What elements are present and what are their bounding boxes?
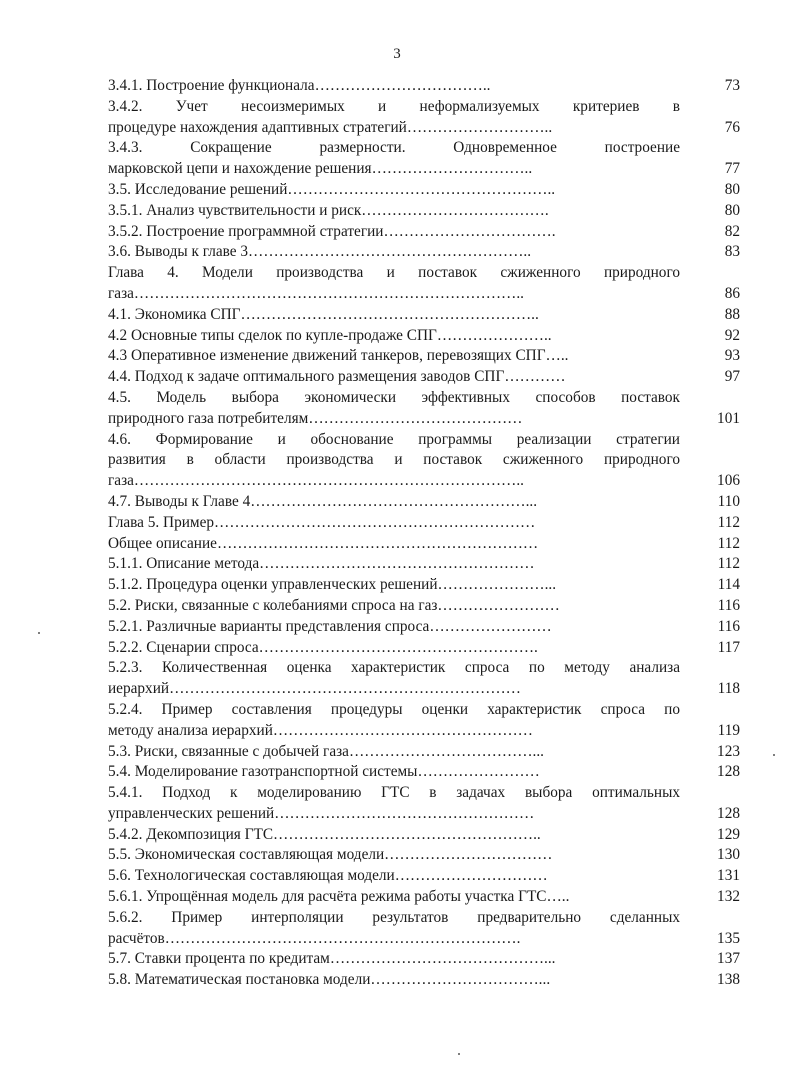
- toc-entry-page: 80: [724, 201, 740, 219]
- toc-entry-line: марковской цепи и нахождение решения…………………………..: [108, 160, 533, 178]
- toc-entry: [108, 845, 740, 866]
- toc-entry: [108, 326, 740, 347]
- toc-entry-page: 110: [717, 492, 740, 510]
- toc-entry-line: управленческих решений……………………………………………: [108, 804, 535, 822]
- toc-entry: [108, 201, 740, 222]
- toc-entry-title: [108, 908, 680, 950]
- toc-entry: [108, 866, 740, 887]
- toc-entry-line: 5.3. Риски, связанные с добычей газа………………………………...: [108, 742, 544, 760]
- toc-entry-title: [108, 762, 680, 783]
- toc-entry: [108, 97, 740, 139]
- toc-entry-line: 5.5. Экономическая составляющая модели……………………………: [108, 846, 553, 864]
- toc-entry-page: 76: [724, 118, 740, 136]
- table-of-contents: [108, 76, 740, 991]
- toc-entry-page: 129: [717, 825, 740, 843]
- toc-entry-title: [108, 97, 680, 139]
- toc-entry: [108, 742, 740, 763]
- toc-entry-page: 130: [717, 846, 740, 864]
- page-number: 3: [393, 46, 401, 62]
- toc-entry-page: 112: [717, 534, 740, 552]
- toc-entry: [108, 305, 740, 326]
- toc-entry-line: 5.1.1. Описание метода………………………………………………: [108, 555, 535, 573]
- toc-entry-line: 5.4. Моделирование газотранспортной системы……………………: [108, 763, 540, 781]
- toc-entry-line: 5.6. Технологическая составляющая модели…………………………: [108, 867, 548, 885]
- toc-entry-page: 132: [717, 888, 740, 906]
- toc-entry-line: развития в области производства и поставок сжиженного природного: [108, 451, 680, 469]
- toc-entry-title: [108, 783, 680, 825]
- toc-entry-page: 88: [724, 305, 740, 323]
- toc-entry-line: иерархий……………………………………………………………: [108, 680, 521, 698]
- toc-entry: [108, 492, 740, 513]
- toc-entry: [108, 638, 740, 659]
- toc-entry-title: [108, 638, 680, 659]
- toc-entry-line: газа…………………………………………………………………..: [108, 284, 524, 302]
- toc-entry-line: 3.4.1. Построение функционала……………………………..: [108, 77, 491, 94]
- toc-entry-title: [108, 575, 680, 596]
- toc-entry: [108, 263, 740, 305]
- toc-entry-page: 118: [717, 680, 740, 698]
- toc-entry-line: 5.1.2. Процедура оценки управленческих решений…………………...: [108, 576, 557, 594]
- toc-entry-page: 82: [724, 222, 740, 240]
- toc-entry-title: [108, 242, 680, 263]
- toc-entry: [108, 242, 740, 263]
- toc-entry: [108, 908, 740, 950]
- toc-entry-page: 137: [717, 950, 740, 968]
- toc-entry-line: природного газа потребителям……………………………………: [108, 409, 523, 427]
- toc-entry-line: методу анализа иерархий……………………………………………: [108, 721, 533, 739]
- toc-entry-title: [108, 949, 680, 970]
- toc-entry: [108, 554, 740, 575]
- toc-entry-line: 3.5.1. Анализ чувствительности и риск……………………………….: [108, 201, 549, 219]
- toc-entry-line: 4.1. Экономика СПГ…………………………………………………..: [108, 305, 539, 323]
- toc-entry-page: 116: [717, 596, 740, 614]
- toc-entry: [108, 367, 740, 388]
- toc-entry: [108, 970, 740, 991]
- toc-entry-line: 4.2 Основные типы сделок по купле-продаже СПГ…………………..: [108, 326, 552, 344]
- toc-entry-line: 5.2.4. Пример составления процедуры оценки характеристик спроса по: [108, 700, 680, 718]
- toc-entry-title: [108, 617, 680, 638]
- toc-entry-page: 83: [724, 243, 740, 261]
- toc-entry: [108, 513, 740, 534]
- toc-entry: [108, 658, 740, 700]
- toc-entry: [108, 180, 740, 201]
- toc-entry-title: [108, 305, 680, 326]
- toc-entry-line: 4.6. Формирование и обоснование программы реализации стратегии: [108, 430, 680, 448]
- toc-entry-line: 4.4. Подход к задаче оптимального размещения заводов СПГ…………: [108, 368, 566, 386]
- toc-entry-title: [108, 388, 680, 430]
- toc-entry-line: 5.4.2. Декомпозиция ГТС……………………………………………..: [108, 825, 541, 843]
- toc-entry: [108, 534, 740, 555]
- toc-entry-title: [108, 534, 680, 555]
- toc-entry-page: 128: [717, 763, 740, 781]
- toc-entry-title: [108, 554, 680, 575]
- toc-entry-line: 3.5.2. Построение программной стратегии…………………………….: [108, 222, 556, 240]
- toc-entry-page: 93: [724, 347, 740, 365]
- toc-entry-line: 4.5. Модель выбора экономически эффективных способов поставок: [108, 388, 680, 406]
- toc-entry: [108, 949, 740, 970]
- toc-entry-title: [108, 222, 680, 243]
- toc-entry-line: 5.2. Риски, связанные с колебаниями спроса на газ……………………: [108, 596, 560, 614]
- toc-entry-page: 77: [724, 160, 740, 178]
- toc-entry: [108, 825, 740, 846]
- toc-entry-line: 5.6.1. Упрощённая модель для расчёта режима работы участка ГТС…..: [108, 888, 570, 906]
- toc-entry-line: 5.7. Ставки процента по кредитам……………………………………...: [108, 950, 556, 968]
- toc-entry-page: 138: [717, 971, 740, 989]
- toc-entry-line: 3.5. Исследование решений……………………………………………..: [108, 180, 556, 198]
- toc-entry: [108, 700, 740, 742]
- toc-entry-line: 5.2.3. Количественная оценка характеристик спроса по методу анализа: [108, 659, 680, 677]
- toc-entry-title: [108, 201, 680, 222]
- toc-entry-title: [108, 887, 680, 908]
- toc-entry-title: [108, 492, 680, 513]
- toc-entry-page: 101: [717, 409, 740, 427]
- toc-entry: [108, 430, 740, 492]
- toc-entry-title: [108, 742, 680, 763]
- toc-entry-title: [108, 970, 680, 991]
- toc-entry-page: 92: [724, 326, 740, 344]
- toc-entry: [108, 76, 740, 97]
- toc-entry-title: [108, 866, 680, 887]
- toc-entry: [108, 887, 740, 908]
- toc-entry-title: [108, 513, 680, 534]
- toc-entry-title: [108, 825, 680, 846]
- toc-entry-title: [108, 326, 680, 347]
- toc-entry-page: 117: [717, 638, 740, 656]
- toc-entry-title: [108, 596, 680, 617]
- toc-entry-line: 5.6.2. Пример интерполяции результатов предварительно сделанных: [108, 908, 680, 926]
- scan-speck: [773, 754, 775, 756]
- toc-entry-line: 3.4.3. Сокращение размерности. Одновременное построение: [108, 139, 680, 157]
- toc-entry-page: 123: [717, 742, 740, 760]
- toc-entry: [108, 575, 740, 596]
- toc-entry-line: Глава 5. Пример………………………………………………………: [108, 513, 536, 531]
- toc-entry-title: [108, 346, 680, 367]
- toc-entry-page: 97: [724, 368, 740, 386]
- toc-entry: [108, 388, 740, 430]
- toc-entry-line: 3.4.2. Учет несоизмеримых и неформализуемых критериев в: [108, 97, 680, 115]
- toc-entry-title: [108, 845, 680, 866]
- toc-entry-page: 112: [717, 513, 740, 531]
- toc-entry-page: 131: [717, 867, 740, 885]
- toc-entry-line: 5.2.2. Сценарии спроса……………………………………………….: [108, 638, 538, 656]
- toc-entry-page: 86: [724, 284, 740, 302]
- toc-entry: [108, 222, 740, 243]
- toc-entry-title: [108, 430, 680, 492]
- toc-entry-line: 3.6. Выводы к главе 3………………………………………………..: [108, 243, 532, 261]
- toc-entry-page: 114: [717, 576, 740, 594]
- toc-entry-title: [108, 700, 680, 742]
- toc-entry-line: 5.8. Математическая постановка модели……………………………...: [108, 971, 551, 989]
- toc-entry: [108, 762, 740, 783]
- toc-entry-page: 119: [717, 721, 740, 739]
- scan-speck: [38, 632, 40, 634]
- toc-entry-line: 4.7. Выводы к Главе 4………………………………………………...: [108, 492, 538, 510]
- toc-entry: [108, 138, 740, 180]
- toc-entry-title: [108, 367, 680, 388]
- toc-entry-line: 5.4.1. Подход к моделированию ГТС в задачах выбора оптимальных: [108, 784, 680, 802]
- toc-entry-page: 135: [717, 929, 740, 947]
- toc-entry-line: 4.3 Оперативное изменение движений танкеров, перевозящих СПГ…..: [108, 347, 569, 365]
- toc-entry-title: [108, 263, 680, 305]
- toc-entry-page: 106: [717, 472, 740, 490]
- toc-entry-page: 128: [717, 804, 740, 822]
- toc-entry-line: процедуре нахождения адаптивных стратегий………………………..: [108, 118, 553, 136]
- toc-entry: [108, 783, 740, 825]
- toc-entry-page: 112: [717, 555, 740, 573]
- toc-entry-title: [108, 180, 680, 201]
- scan-speck: [458, 1053, 460, 1055]
- toc-entry-line: газа…………………………………………………………………..: [108, 472, 524, 490]
- toc-entry: [108, 617, 740, 638]
- toc-entry-line: Общее описание………………………………………………………: [108, 534, 539, 552]
- toc-entry-title: [108, 138, 680, 180]
- toc-entry-page: 80: [724, 180, 740, 198]
- toc-entry-line: расчётов…………………………………………………………….: [108, 929, 521, 947]
- toc-entry-title: [108, 76, 680, 97]
- toc-entry: [108, 346, 740, 367]
- toc-entry-page: 116: [717, 617, 740, 635]
- toc-entry-line: 5.2.1. Различные варианты представления спроса……………………: [108, 617, 552, 635]
- toc-entry-page: 73: [724, 77, 740, 94]
- toc-entry: [108, 596, 740, 617]
- toc-entry-title: [108, 658, 680, 700]
- toc-entry-line: Глава 4. Модели производства и поставок сжиженного природного: [108, 264, 680, 282]
